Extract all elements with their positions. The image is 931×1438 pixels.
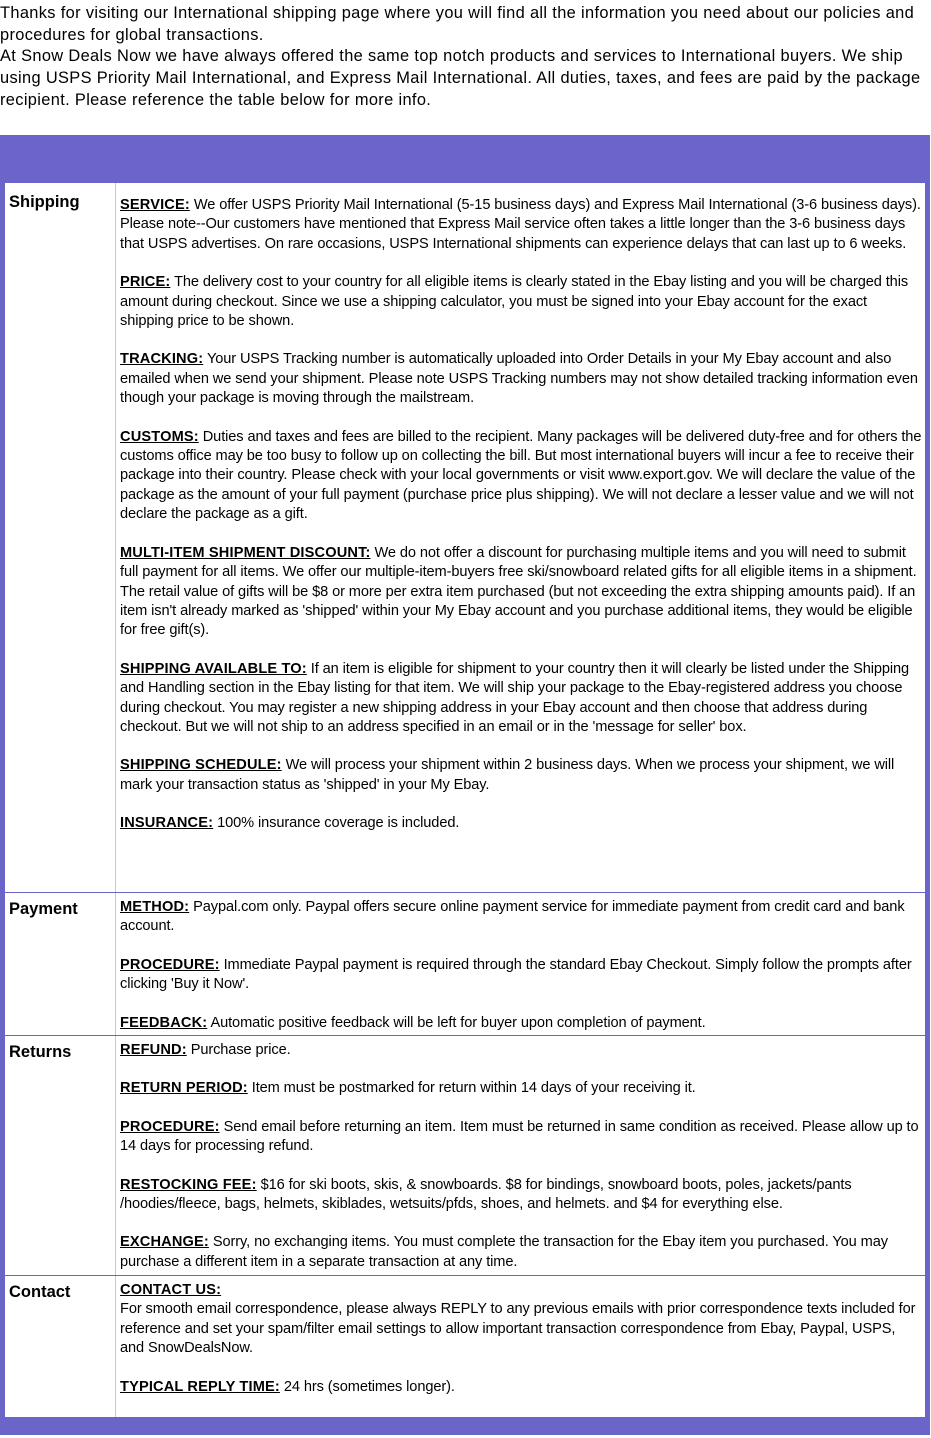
feedback-item	[120, 1014, 922, 1033]
tracking-item	[120, 350, 922, 408]
payment-category	[5, 893, 112, 1035]
returns-procedure-text: Send email before returning an item. Item must be returned in same condition as received. Please allow up to 14 days for processing refund.	[120, 1118, 919, 1155]
price-item	[120, 273, 922, 331]
exchange-text: Sorry, no exchanging items. You must complete the transaction for the Ebay item you purchased. You may purchase a different item in a separate transaction at any time.	[120, 1234, 888, 1270]
feedback-text: Automatic positive feedback will be left for buyer upon completion of payment.	[210, 1014, 706, 1031]
tracking-title: TRACKING:	[120, 351, 204, 368]
returns-row	[5, 1036, 925, 1275]
reply-time-text: 24 hrs (sometimes longer).	[283, 1378, 455, 1395]
multi-item-discount-title: MULTI-ITEM SHIPMENT DISCOUNT:	[120, 544, 371, 561]
feedback-title: FEEDBACK:	[120, 1014, 208, 1031]
intro-paragraph-2: At Snow Deals Now we have always offered the same top notch products and services to International buyers. We ship using USPS Priority Mail International, and Express Mail International. All duties, taxes, and fees are paid by the package recipient. Please reference the table below for more info.	[0, 47, 921, 109]
customs-text: Duties and taxes and fees are billed to the recipient. Many packages will be delivered duty-free and for others the customs office may be too busy to follow up on collecting the bill. But most international buyers will incur a fee to receive their package into their country. Please check with your local governments or visit www.export.gov. We will declare the value of the package as the amount of your full payment (purchase price plus shipping). We will not declare a lesser value and we will not declare the package as a gift.	[120, 428, 922, 523]
return-period-title: RETURN PERIOD:	[120, 1080, 248, 1097]
price-title: PRICE:	[120, 274, 171, 291]
contact-us-text: For smooth email correspondence, please always REPLY to any previous emails with prior correspondence texts included for reference and set your spam/filter email settings to allow important transaction correspondence from Ebay, Paypal, USPS, and SnowDealsNow.	[120, 1301, 916, 1357]
shipping-row	[5, 183, 925, 892]
contact-row	[5, 1276, 925, 1417]
policy-table	[0, 135, 930, 1435]
contact-category	[5, 1276, 112, 1417]
shipping-category	[5, 183, 112, 892]
shipping-schedule-text: We will process your shipment within 2 business days. When we process your shipment, we will mark your transaction status as 'shipped' in your My Ebay.	[120, 757, 895, 793]
shipping-label: Shipping	[9, 193, 80, 211]
intro-text	[0, 3, 931, 112]
returns-label: Returns	[9, 1043, 72, 1061]
restocking-fee-title: RESTOCKING FEE:	[120, 1176, 257, 1193]
payment-label: Payment	[9, 900, 78, 918]
payment-details	[115, 893, 925, 1035]
contact-label: Contact	[9, 1283, 71, 1301]
shipping-available-text: If an item is eligible for shipment to your country then it will clearly be listed under the Shipping and Handling section in the Ebay listing for that item. We will ship your package to the Ebay-registered address you choose during checkout. You may register a new shipping address in your Ebay account and then choose that address during checkout. But we will not ship to an address specified in an email or in the 'message for seller' box.	[120, 660, 910, 735]
payment-procedure-text: Immediate Paypal payment is required through the standard Ebay Checkout. Simply follow the prompts after clicking 'Buy it Now'.	[120, 956, 912, 993]
exchange-item	[120, 1233, 922, 1272]
restocking-fee-text: $16 for ski boots, skis, & snowboards. $8 for bindings, snowboard boots, poles, jackets/pants /hoodies/fleece, bags, helmets, skiblades, wetsuits/pfds, shoes, and helmets. and $4 for everything else.	[120, 1176, 852, 1213]
price-text: The delivery cost to your country for all eligible items is clearly stated in the Ebay listing and you will be charged this amount during checkout. Since we use a shipping calculator, you must be signed into your Ebay account for the exact shipping price to be shown.	[120, 274, 909, 330]
multi-item-discount-item	[120, 544, 922, 641]
shipping-schedule-title: SHIPPING SCHEDULE:	[120, 757, 282, 774]
shipping-available-title: SHIPPING AVAILABLE TO:	[120, 660, 307, 677]
customs-title: CUSTOMS:	[120, 428, 199, 445]
shipping-schedule-item	[120, 756, 922, 795]
service-title: SERVICE:	[120, 197, 190, 213]
returns-category	[5, 1036, 112, 1275]
shipping-available-item	[120, 660, 922, 738]
contact-us-title: CONTACT US:	[120, 1282, 222, 1298]
payment-procedure-title: PROCEDURE:	[120, 956, 220, 973]
reply-time-title: TYPICAL REPLY TIME:	[120, 1378, 280, 1395]
restocking-fee-item	[120, 1176, 922, 1215]
method-text: Paypal.com only. Paypal offers secure online payment service for immediate payment from credit card and bank account.	[120, 899, 905, 935]
multi-item-discount-text: We do not offer a discount for purchasing multiple items and you will need to submit full payment for all items. We offer our multiple-item-buyers free ski/snowboard related gifts for all eligible items in a shipment. The retail value of gifts will be $8 or more per extra item purchased (but not exceeding the extra shipping amounts paid). If an item isn't already marked as 'shipped' within your My Ebay account and you purchase additional items, they would be eligible for free gift(s).	[120, 544, 917, 639]
refund-title: REFUND:	[120, 1042, 187, 1058]
shipping-details	[115, 183, 925, 892]
returns-procedure-item	[120, 1118, 922, 1157]
returns-details	[115, 1036, 925, 1275]
method-item	[120, 898, 922, 937]
return-period-item	[120, 1079, 922, 1098]
return-period-text: Item must be postmarked for return within 14 days of your receiving it.	[251, 1080, 696, 1097]
refund-text: Purchase price.	[190, 1042, 291, 1058]
exchange-title: EXCHANGE:	[120, 1234, 209, 1251]
payment-procedure-item	[120, 956, 922, 995]
tracking-text: Your USPS Tracking number is automatically uploaded into Order Details in your My Ebay account and also emailed when we send your shipment. Please note USPS Tracking numbers may not show detailed tracking information even though your package is moving through the mailstream.	[120, 351, 918, 407]
contact-details	[115, 1276, 925, 1417]
insurance-title: INSURANCE:	[120, 815, 214, 832]
reply-time-item	[120, 1378, 922, 1397]
refund-item	[120, 1041, 922, 1060]
insurance-text: 100% insurance coverage is included.	[217, 815, 460, 832]
returns-procedure-title: PROCEDURE:	[120, 1118, 220, 1135]
contact-us-item	[120, 1281, 922, 1359]
intro-paragraph-1: Thanks for visiting our International shipping page where you will find all the information you need about our policies and procedures for global transactions.	[0, 4, 915, 44]
service-text: We offer USPS Priority Mail International (5-15 business days) and Express Mail International (3-6 business days). Please note--Our customers have mentioned that Express Mail service often takes a little longer than the 3-6 business days that USPS advertises. On rare occasions, USPS International shipments can experience delays that can last up to 6 weeks.	[120, 197, 921, 252]
method-title: METHOD:	[120, 899, 190, 915]
payment-row	[5, 893, 925, 1035]
customs-item	[120, 428, 922, 525]
insurance-item	[120, 814, 922, 833]
service-item	[120, 196, 922, 254]
